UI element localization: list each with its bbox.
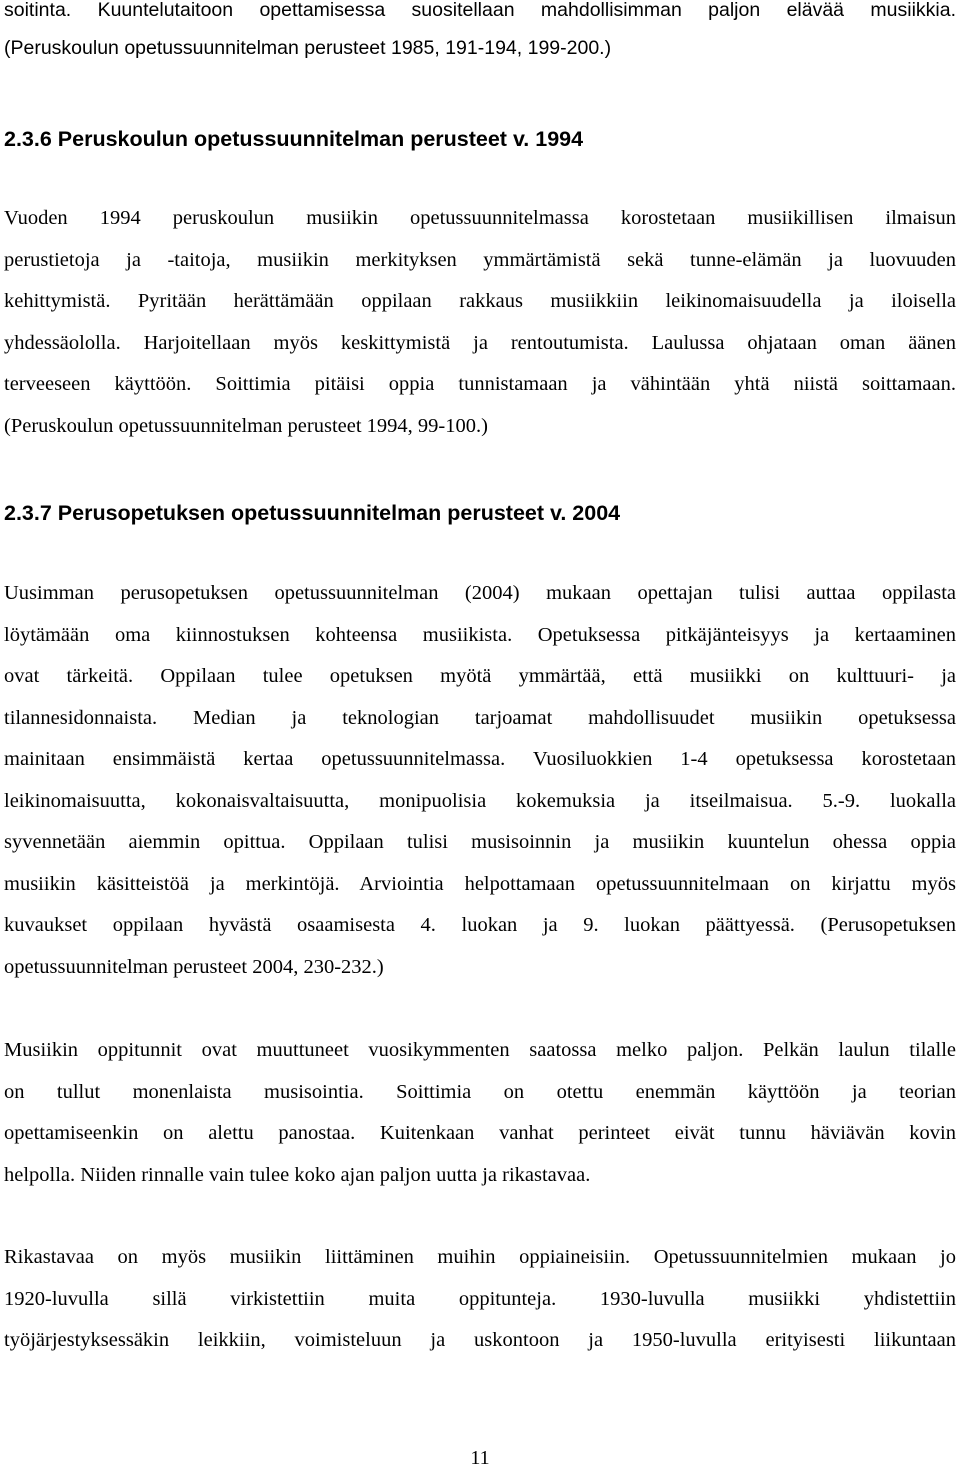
paragraph-line: tilannesidonnaista. Median ja teknologian tarjoamat mahdollisuudet musiikin opetuksessa (4, 706, 956, 729)
paragraph-line: Vuoden 1994 peruskoulun musiikin opetussuunnitelmassa korostetaan musiikillisen ilmaisun (4, 207, 956, 229)
section-heading-2-3-7: 2.3.7 Perusopetuksen opetussuunnitelman perusteet v. 2004 (4, 501, 621, 525)
section-2-3-6-paragraph (4, 198, 956, 447)
paragraph-line: (Peruskoulun opetussuunnitelman perusteet 1994, 99-100.) (4, 414, 488, 437)
paragraph-line: (Peruskoulun opetussuunnitelman perusteet 1985, 191-194, 199-200.) (4, 37, 612, 59)
paragraph-line: kehittymistä. Pyritään herättämään oppilaan rakkaus musiikkiin leikinomaisuudella ja iloisella (4, 290, 956, 312)
paragraph-line: kuvaukset oppilaan hyvästä osaamisesta 4. luokan ja 9. luokan päättyessä. (Perusopetuksen (4, 914, 956, 936)
paragraph-line: terveeseen käyttöön. Soittimia pitäisi oppia tunnistamaan ja vähintään yhtä niistä soittamaan. (4, 373, 956, 395)
paragraph-line: opetussuunnitelman perusteet 2004, 230-232.) (4, 955, 384, 978)
paragraph-line: helpolla. Niiden rinnalle vain tulee koko ajan paljon uutta ja rikastavaa. (4, 1163, 591, 1186)
paragraph-line: työjärjestyksessäkin leikkiin, voimisteluun ja uskontoon ja 1950-luvulla erityisesti liikuntaan (4, 1329, 956, 1351)
paragraph-line: Rikastavaa on myös musiikin liittäminen muihin oppiaineisiin. Opetussuunnitelmien mukaan jo (4, 1246, 956, 1268)
paragraph-line: mainitaan ensimmäistä kertaa opetussuunnitelmassa. Vuosiluokkien 1-4 opetuksessa korostetaan (4, 748, 956, 770)
paragraph-line: yhdessäololla. Harjoitellaan myös keskittymistä ja rentoutumista. Laulussa ohjataan oman äänen (4, 331, 956, 354)
paragraph-line: opettamiseenkin on alettu panostaa. Kuitenkaan vanhat perinteet eivät tunnu häviävän kovin (4, 1122, 956, 1144)
change-paragraph (4, 1030, 956, 1196)
page-number: 11 (470, 1447, 490, 1469)
paragraph-line: ovat tärkeitä. Oppilaan tulee opetuksen myötä ymmärtää, että musiikki on kulttuuri- ja (4, 665, 956, 687)
section-2-3-7-paragraph (4, 573, 956, 988)
paragraph-line: Musiikin oppitunnit ovat muuttuneet vuosikymmenten saatossa melko paljon. Pelkän laulun tilalle (4, 1039, 956, 1061)
paragraph-line: 1920-luvulla sillä virkistettiin muita oppitunteja. 1930-luvulla musiikki yhdistettiin (4, 1287, 956, 1310)
section-heading-2-3-6: 2.3.6 Peruskoulun opetussuunnitelman perusteet v. 1994 (4, 127, 584, 151)
paragraph-line: löytämään oma kiinnostuksen kohteensa musiikista. Opetuksessa pitkäjänteisyys ja kertaaminen (4, 623, 956, 646)
top-paragraph (4, 0, 956, 67)
paragraph-line: syvennetään aiemmin opittua. Oppilaan tulisi musisoinnin ja musiikin kuuntelun ohessa oppia (4, 831, 956, 853)
paragraph-line: soitinta. Kuuntelutaitoon opettamisessa suositellaan mahdollisimman paljon elävää musiikkia. (4, 0, 956, 21)
paragraph-line: musiikin käsitteistöä ja merkintöjä. Arviointia helpottamaan opetussuunnitelmaan on kirjattu myös (4, 872, 956, 895)
paragraph-line: perustietoja ja -taitoja, musiikin merkityksen ymmärtämistä sekä tunne-elämän ja luovuuden (4, 248, 956, 271)
paragraph-line: on tullut monenlaista musisointia. Soittimia on otettu enemmän käyttöön ja teorian (4, 1080, 956, 1103)
paragraph-line: leikinomaisuutta, kokonaisvaltaisuutta, monipuolisia kokemuksia ja itseilmaisua. 5.-9. luokalla (4, 789, 956, 812)
paragraph-line: Uusimman perusopetuksen opetussuunnitelman (2004) mukaan opettajan tulisi auttaa oppilasta (4, 582, 956, 604)
integration-paragraph (4, 1237, 956, 1362)
